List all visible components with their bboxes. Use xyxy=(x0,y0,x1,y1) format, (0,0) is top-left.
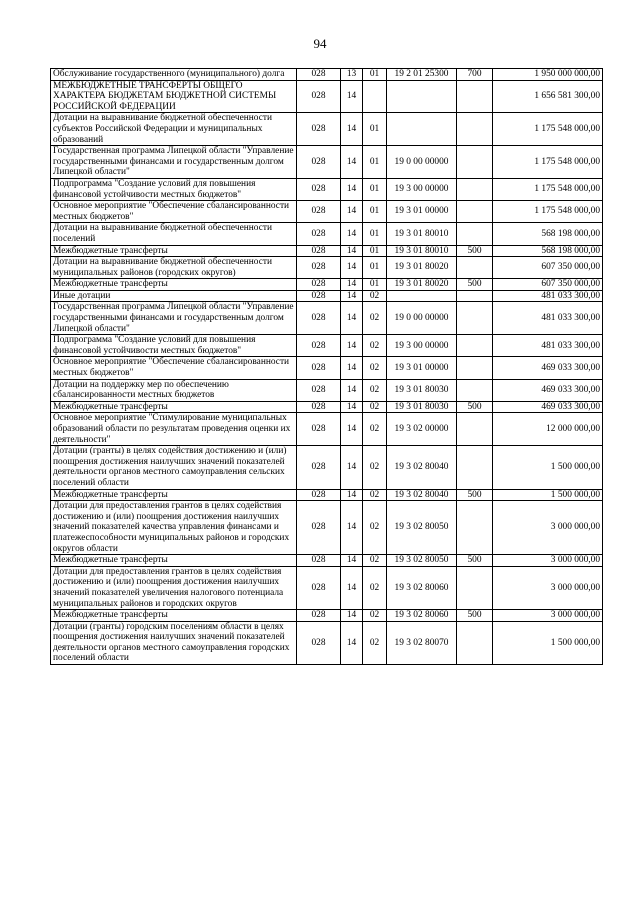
row-section-code: 14 xyxy=(341,379,363,401)
row-section-code: 14 xyxy=(341,290,363,302)
row-expense-type: 500 xyxy=(457,489,493,501)
row-expense-type xyxy=(457,290,493,302)
row-target-article: 19 0 00 00000 xyxy=(387,302,457,335)
row-amount: 607 350 000,00 xyxy=(493,279,603,291)
row-target-article xyxy=(387,113,457,146)
row-subsection-code: 02 xyxy=(363,290,387,302)
budget-table-body xyxy=(51,69,603,665)
row-name: Межбюджетные трансферты xyxy=(51,245,297,257)
row-target-article xyxy=(387,80,457,113)
row-name: Межбюджетные трансферты xyxy=(51,555,297,567)
row-section-code: 14 xyxy=(341,335,363,357)
row-subsection-code: 01 xyxy=(363,178,387,200)
row-name: Государственная программа Липецкой области "Управление государственными финансами и государственным долгом Липецкой области" xyxy=(51,146,297,179)
row-amount: 3 000 000,00 xyxy=(493,610,603,622)
row-expense-type xyxy=(457,223,493,245)
row-expense-type xyxy=(457,413,493,446)
row-subsection-code: 02 xyxy=(363,555,387,567)
row-name: Дотации на выравнивание бюджетной обеспеченности субъектов Российской Федерации и муниципальных образований xyxy=(51,113,297,146)
table-row xyxy=(51,80,603,113)
row-department-code: 028 xyxy=(297,501,341,555)
table-row xyxy=(51,245,603,257)
table-row xyxy=(51,357,603,379)
row-department-code: 028 xyxy=(297,446,341,489)
row-target-article: 19 3 01 80030 xyxy=(387,379,457,401)
table-row xyxy=(51,401,603,413)
row-expense-type xyxy=(457,80,493,113)
row-amount: 1 950 000 000,00 xyxy=(493,69,603,81)
row-department-code: 028 xyxy=(297,290,341,302)
row-target-article: 19 3 02 00000 xyxy=(387,413,457,446)
table-row xyxy=(51,223,603,245)
row-subsection-code: 01 xyxy=(363,223,387,245)
row-subsection-code: 02 xyxy=(363,413,387,446)
row-department-code: 028 xyxy=(297,489,341,501)
row-amount: 1 500 000,00 xyxy=(493,621,603,664)
row-section-code: 14 xyxy=(341,245,363,257)
row-section-code: 14 xyxy=(341,401,363,413)
row-department-code: 028 xyxy=(297,279,341,291)
row-name: Дотации (гранты) в целях содействия достижению и (или) поощрения достижения наилучших значений показателей деятельности органов местного самоуправления сельских поселений области xyxy=(51,446,297,489)
row-name: Межбюджетные трансферты xyxy=(51,610,297,622)
row-target-article: 19 3 01 80010 xyxy=(387,245,457,257)
row-subsection-code: 01 xyxy=(363,113,387,146)
row-subsection-code: 01 xyxy=(363,245,387,257)
row-subsection-code: 02 xyxy=(363,335,387,357)
table-row xyxy=(51,302,603,335)
row-expense-type: 500 xyxy=(457,555,493,567)
row-amount: 1 656 581 300,00 xyxy=(493,80,603,113)
table-row xyxy=(51,290,603,302)
row-expense-type xyxy=(457,501,493,555)
row-amount: 568 198 000,00 xyxy=(493,245,603,257)
row-department-code: 028 xyxy=(297,357,341,379)
row-name: Обслуживание государственного (муниципального) долга xyxy=(51,69,297,81)
row-expense-type xyxy=(457,257,493,279)
row-expense-type xyxy=(457,146,493,179)
row-section-code: 14 xyxy=(341,621,363,664)
row-amount: 3 000 000,00 xyxy=(493,501,603,555)
row-target-article: 19 3 02 80050 xyxy=(387,555,457,567)
row-department-code: 028 xyxy=(297,610,341,622)
row-expense-type: 500 xyxy=(457,401,493,413)
row-target-article: 19 3 00 00000 xyxy=(387,178,457,200)
row-name: Дотации на выравнивание бюджетной обеспеченности поселений xyxy=(51,223,297,245)
table-row xyxy=(51,413,603,446)
row-name: Основное мероприятие "Обеспечение сбалансированности местных бюджетов" xyxy=(51,357,297,379)
row-section-code: 14 xyxy=(341,113,363,146)
row-section-code: 14 xyxy=(341,610,363,622)
row-expense-type: 700 xyxy=(457,69,493,81)
row-name: Основное мероприятие "Обеспечение сбалансированности местных бюджетов" xyxy=(51,201,297,223)
row-section-code: 14 xyxy=(341,223,363,245)
row-name: Дотации на поддержку мер по обеспечению сбалансированности местных бюджетов xyxy=(51,379,297,401)
row-target-article: 19 3 02 80070 xyxy=(387,621,457,664)
row-section-code: 14 xyxy=(341,302,363,335)
row-department-code: 028 xyxy=(297,302,341,335)
row-subsection-code: 02 xyxy=(363,401,387,413)
row-target-article: 19 3 02 80050 xyxy=(387,501,457,555)
row-expense-type xyxy=(457,566,493,609)
table-row xyxy=(51,279,603,291)
page-number: 94 xyxy=(313,36,327,51)
row-subsection-code: 02 xyxy=(363,302,387,335)
table-row xyxy=(51,201,603,223)
table-row xyxy=(51,146,603,179)
row-subsection-code: 01 xyxy=(363,279,387,291)
row-subsection-code: 02 xyxy=(363,501,387,555)
row-target-article: 19 2 01 25300 xyxy=(387,69,457,81)
row-name: Основное мероприятие "Стимулирование муниципальных образований области по результатам проведения оценки их деятельности" xyxy=(51,413,297,446)
row-amount: 469 033 300,00 xyxy=(493,379,603,401)
row-section-code: 14 xyxy=(341,80,363,113)
row-section-code: 14 xyxy=(341,257,363,279)
row-target-article xyxy=(387,290,457,302)
row-department-code: 028 xyxy=(297,621,341,664)
row-target-article: 19 3 01 80020 xyxy=(387,279,457,291)
row-amount: 3 000 000,00 xyxy=(493,566,603,609)
row-department-code: 028 xyxy=(297,555,341,567)
row-section-code: 14 xyxy=(341,146,363,179)
row-department-code: 028 xyxy=(297,566,341,609)
row-department-code: 028 xyxy=(297,257,341,279)
row-amount: 469 033 300,00 xyxy=(493,357,603,379)
row-amount: 481 033 300,00 xyxy=(493,335,603,357)
table-row xyxy=(51,501,603,555)
row-department-code: 028 xyxy=(297,80,341,113)
row-expense-type xyxy=(457,446,493,489)
row-subsection-code xyxy=(363,80,387,113)
row-amount: 1 175 548 000,00 xyxy=(493,146,603,179)
row-department-code: 028 xyxy=(297,201,341,223)
table-row xyxy=(51,446,603,489)
row-expense-type xyxy=(457,201,493,223)
row-amount: 1 175 548 000,00 xyxy=(493,201,603,223)
row-name: Дотации для предоставления грантов в целях содействия достижению и (или) поощрения достижения наилучших значений показателей качества управления финансами и платежеспособности муниципальных районов и городских округов области xyxy=(51,501,297,555)
row-target-article: 19 3 02 80040 xyxy=(387,446,457,489)
row-name: Межбюджетные трансферты xyxy=(51,489,297,501)
row-section-code: 14 xyxy=(341,201,363,223)
row-department-code: 028 xyxy=(297,245,341,257)
row-expense-type xyxy=(457,113,493,146)
row-section-code: 13 xyxy=(341,69,363,81)
table-row xyxy=(51,69,603,81)
row-name: Государственная программа Липецкой области "Управление государственными финансами и государственным долгом Липецкой области" xyxy=(51,302,297,335)
row-target-article: 19 3 01 80020 xyxy=(387,257,457,279)
row-name: Подпрограмма "Создание условий для повышения финансовой устойчивости местных бюджетов" xyxy=(51,178,297,200)
row-section-code: 14 xyxy=(341,357,363,379)
row-department-code: 028 xyxy=(297,178,341,200)
row-name: Межбюджетные трансферты xyxy=(51,401,297,413)
row-expense-type xyxy=(457,178,493,200)
row-expense-type: 500 xyxy=(457,279,493,291)
row-subsection-code: 01 xyxy=(363,257,387,279)
row-target-article: 19 3 01 80030 xyxy=(387,401,457,413)
budget-table xyxy=(50,68,603,665)
row-expense-type xyxy=(457,335,493,357)
row-amount: 1 175 548 000,00 xyxy=(493,113,603,146)
row-name: Межбюджетные трансферты xyxy=(51,279,297,291)
row-section-code: 14 xyxy=(341,501,363,555)
row-expense-type xyxy=(457,357,493,379)
row-amount: 1 500 000,00 xyxy=(493,446,603,489)
table-row xyxy=(51,257,603,279)
row-target-article: 19 3 00 00000 xyxy=(387,335,457,357)
row-section-code: 14 xyxy=(341,178,363,200)
row-subsection-code: 02 xyxy=(363,357,387,379)
table-row xyxy=(51,178,603,200)
table-row xyxy=(51,489,603,501)
row-expense-type: 500 xyxy=(457,245,493,257)
row-subsection-code: 01 xyxy=(363,69,387,81)
row-section-code: 14 xyxy=(341,489,363,501)
row-name: МЕЖБЮДЖЕТНЫЕ ТРАНСФЕРТЫ ОБЩЕГО ХАРАКТЕРА БЮДЖЕТАМ БЮДЖЕТНОЙ СИСТЕМЫ РОССИЙСКОЙ ФЕДЕРАЦИИ xyxy=(51,80,297,113)
row-target-article: 19 0 00 00000 xyxy=(387,146,457,179)
row-amount: 469 033 300,00 xyxy=(493,401,603,413)
row-amount: 481 033 300,00 xyxy=(493,290,603,302)
row-name: Иные дотации xyxy=(51,290,297,302)
row-amount: 12 000 000,00 xyxy=(493,413,603,446)
row-subsection-code: 01 xyxy=(363,201,387,223)
row-subsection-code: 02 xyxy=(363,621,387,664)
row-name: Подпрограмма "Создание условий для повышения финансовой устойчивости местных бюджетов" xyxy=(51,335,297,357)
row-name: Дотации на выравнивание бюджетной обеспеченности муниципальных районов (городских округов) xyxy=(51,257,297,279)
row-section-code: 14 xyxy=(341,555,363,567)
row-amount: 3 000 000,00 xyxy=(493,555,603,567)
row-subsection-code: 01 xyxy=(363,146,387,179)
row-subsection-code: 02 xyxy=(363,566,387,609)
row-expense-type xyxy=(457,302,493,335)
table-row xyxy=(51,113,603,146)
row-name: Дотации (гранты) городским поселениям области в целях поощрения достижения наилучших значений показателей деятельности органов местного самоуправления городских поселений области xyxy=(51,621,297,664)
row-amount: 607 350 000,00 xyxy=(493,257,603,279)
row-target-article: 19 3 02 80040 xyxy=(387,489,457,501)
table-row xyxy=(51,610,603,622)
row-section-code: 14 xyxy=(341,446,363,489)
table-row xyxy=(51,621,603,664)
table-row xyxy=(51,379,603,401)
row-subsection-code: 02 xyxy=(363,446,387,489)
row-section-code: 14 xyxy=(341,279,363,291)
row-amount: 568 198 000,00 xyxy=(493,223,603,245)
row-department-code: 028 xyxy=(297,146,341,179)
row-department-code: 028 xyxy=(297,379,341,401)
row-department-code: 028 xyxy=(297,69,341,81)
row-target-article: 19 3 02 80060 xyxy=(387,610,457,622)
row-target-article: 19 3 01 00000 xyxy=(387,357,457,379)
row-expense-type xyxy=(457,621,493,664)
row-amount: 1 175 548 000,00 xyxy=(493,178,603,200)
row-department-code: 028 xyxy=(297,223,341,245)
row-target-article: 19 3 02 80060 xyxy=(387,566,457,609)
table-row xyxy=(51,335,603,357)
row-expense-type: 500 xyxy=(457,610,493,622)
table-row xyxy=(51,566,603,609)
row-name: Дотации для предоставления грантов в целях содействия достижению и (или) поощрения достижения наилучших значений показателей увеличения налогового потенциала муниципальных районов и городских округов xyxy=(51,566,297,609)
table-row xyxy=(51,555,603,567)
row-amount: 1 500 000,00 xyxy=(493,489,603,501)
row-expense-type xyxy=(457,379,493,401)
row-department-code: 028 xyxy=(297,413,341,446)
row-subsection-code: 02 xyxy=(363,379,387,401)
row-department-code: 028 xyxy=(297,335,341,357)
row-target-article: 19 3 01 80010 xyxy=(387,223,457,245)
row-amount: 481 033 300,00 xyxy=(493,302,603,335)
row-subsection-code: 02 xyxy=(363,489,387,501)
row-target-article: 19 3 01 00000 xyxy=(387,201,457,223)
row-department-code: 028 xyxy=(297,113,341,146)
row-department-code: 028 xyxy=(297,401,341,413)
row-subsection-code: 02 xyxy=(363,610,387,622)
row-section-code: 14 xyxy=(341,413,363,446)
row-section-code: 14 xyxy=(341,566,363,609)
